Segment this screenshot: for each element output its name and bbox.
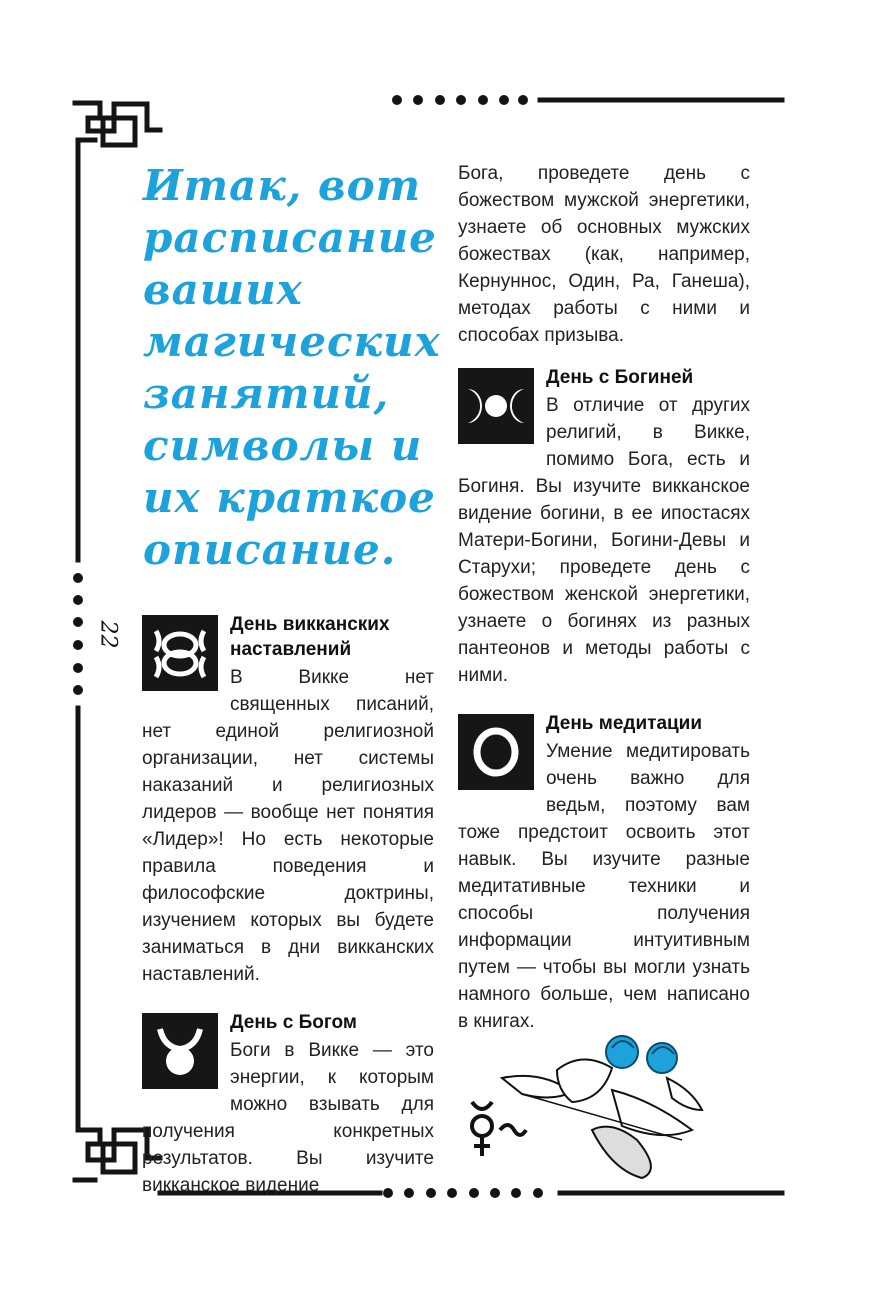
section-body: Умение медитировать очень важно для ведьм, поэтому вам тоже предстоит освоить этот навык. Вы изучите разные медитативные техники и способы получения информации интуитивным путем — чтобы вы могли узнать намного больше, чем написано в книгах. [458,741,750,1032]
right-column [458,160,750,1057]
continued-text: Бога, проведете день с божеством мужской энергетики, узнаете об основных мужских божествах (как, например, Кернуннос, Один, Ра, Ганеша), методах работы с ними и способах призыва. [458,163,750,346]
section-wiccan-teachings [142,612,434,988]
section-meditation-day [458,711,750,1035]
section-title: День с Богиней [546,367,694,388]
section-title: День медитации [546,713,703,734]
section-goddess-day [458,365,750,689]
section-title: День викканских наставлений [230,614,390,660]
flower-illustration [462,1030,722,1190]
blue-blossoms-icon [606,1036,677,1073]
mercury-symbol-icon [472,1102,526,1156]
section-god-day [142,1010,434,1199]
triple-moon-icon [458,368,534,444]
section-title: День с Богом [230,1012,357,1033]
section-body: В отличие от других религий, в Викке, помимо Бога, есть и Богиня. Вы изучите викканское видение богини, в ее ипостасях Матери-Богини, Богини-Девы и Старухи; проведете день с божеством женской энергетики, узнаете о богинях из разных пантеонов и методы работы с ними. [458,395,750,686]
section-body: В Викке нет священных писаний, нет единой религиозной организации, нет системы наказаний и религиозных лидеров — вообще нет понятия «Лидер»! Но есть некоторые правила поведения и философские доктрины, изучением которых вы будете заниматься в дни викканских наставлений. [142,667,434,985]
leaves-icon [502,1059,702,1178]
page-number: 22 [95,620,121,649]
page-headline: Итак, вот расписание ваших магических занятий, символы и их краткое описание. [143,161,441,574]
section-body: Боги в Викке — это энергии, к которым можно взывать для получения конкретных результатов. Вы изучите викканское видение [142,1040,434,1196]
double-ring-knot-icon [142,615,218,691]
horned-god-icon [142,1013,218,1089]
circle-icon [458,714,534,790]
left-column [142,612,434,1221]
